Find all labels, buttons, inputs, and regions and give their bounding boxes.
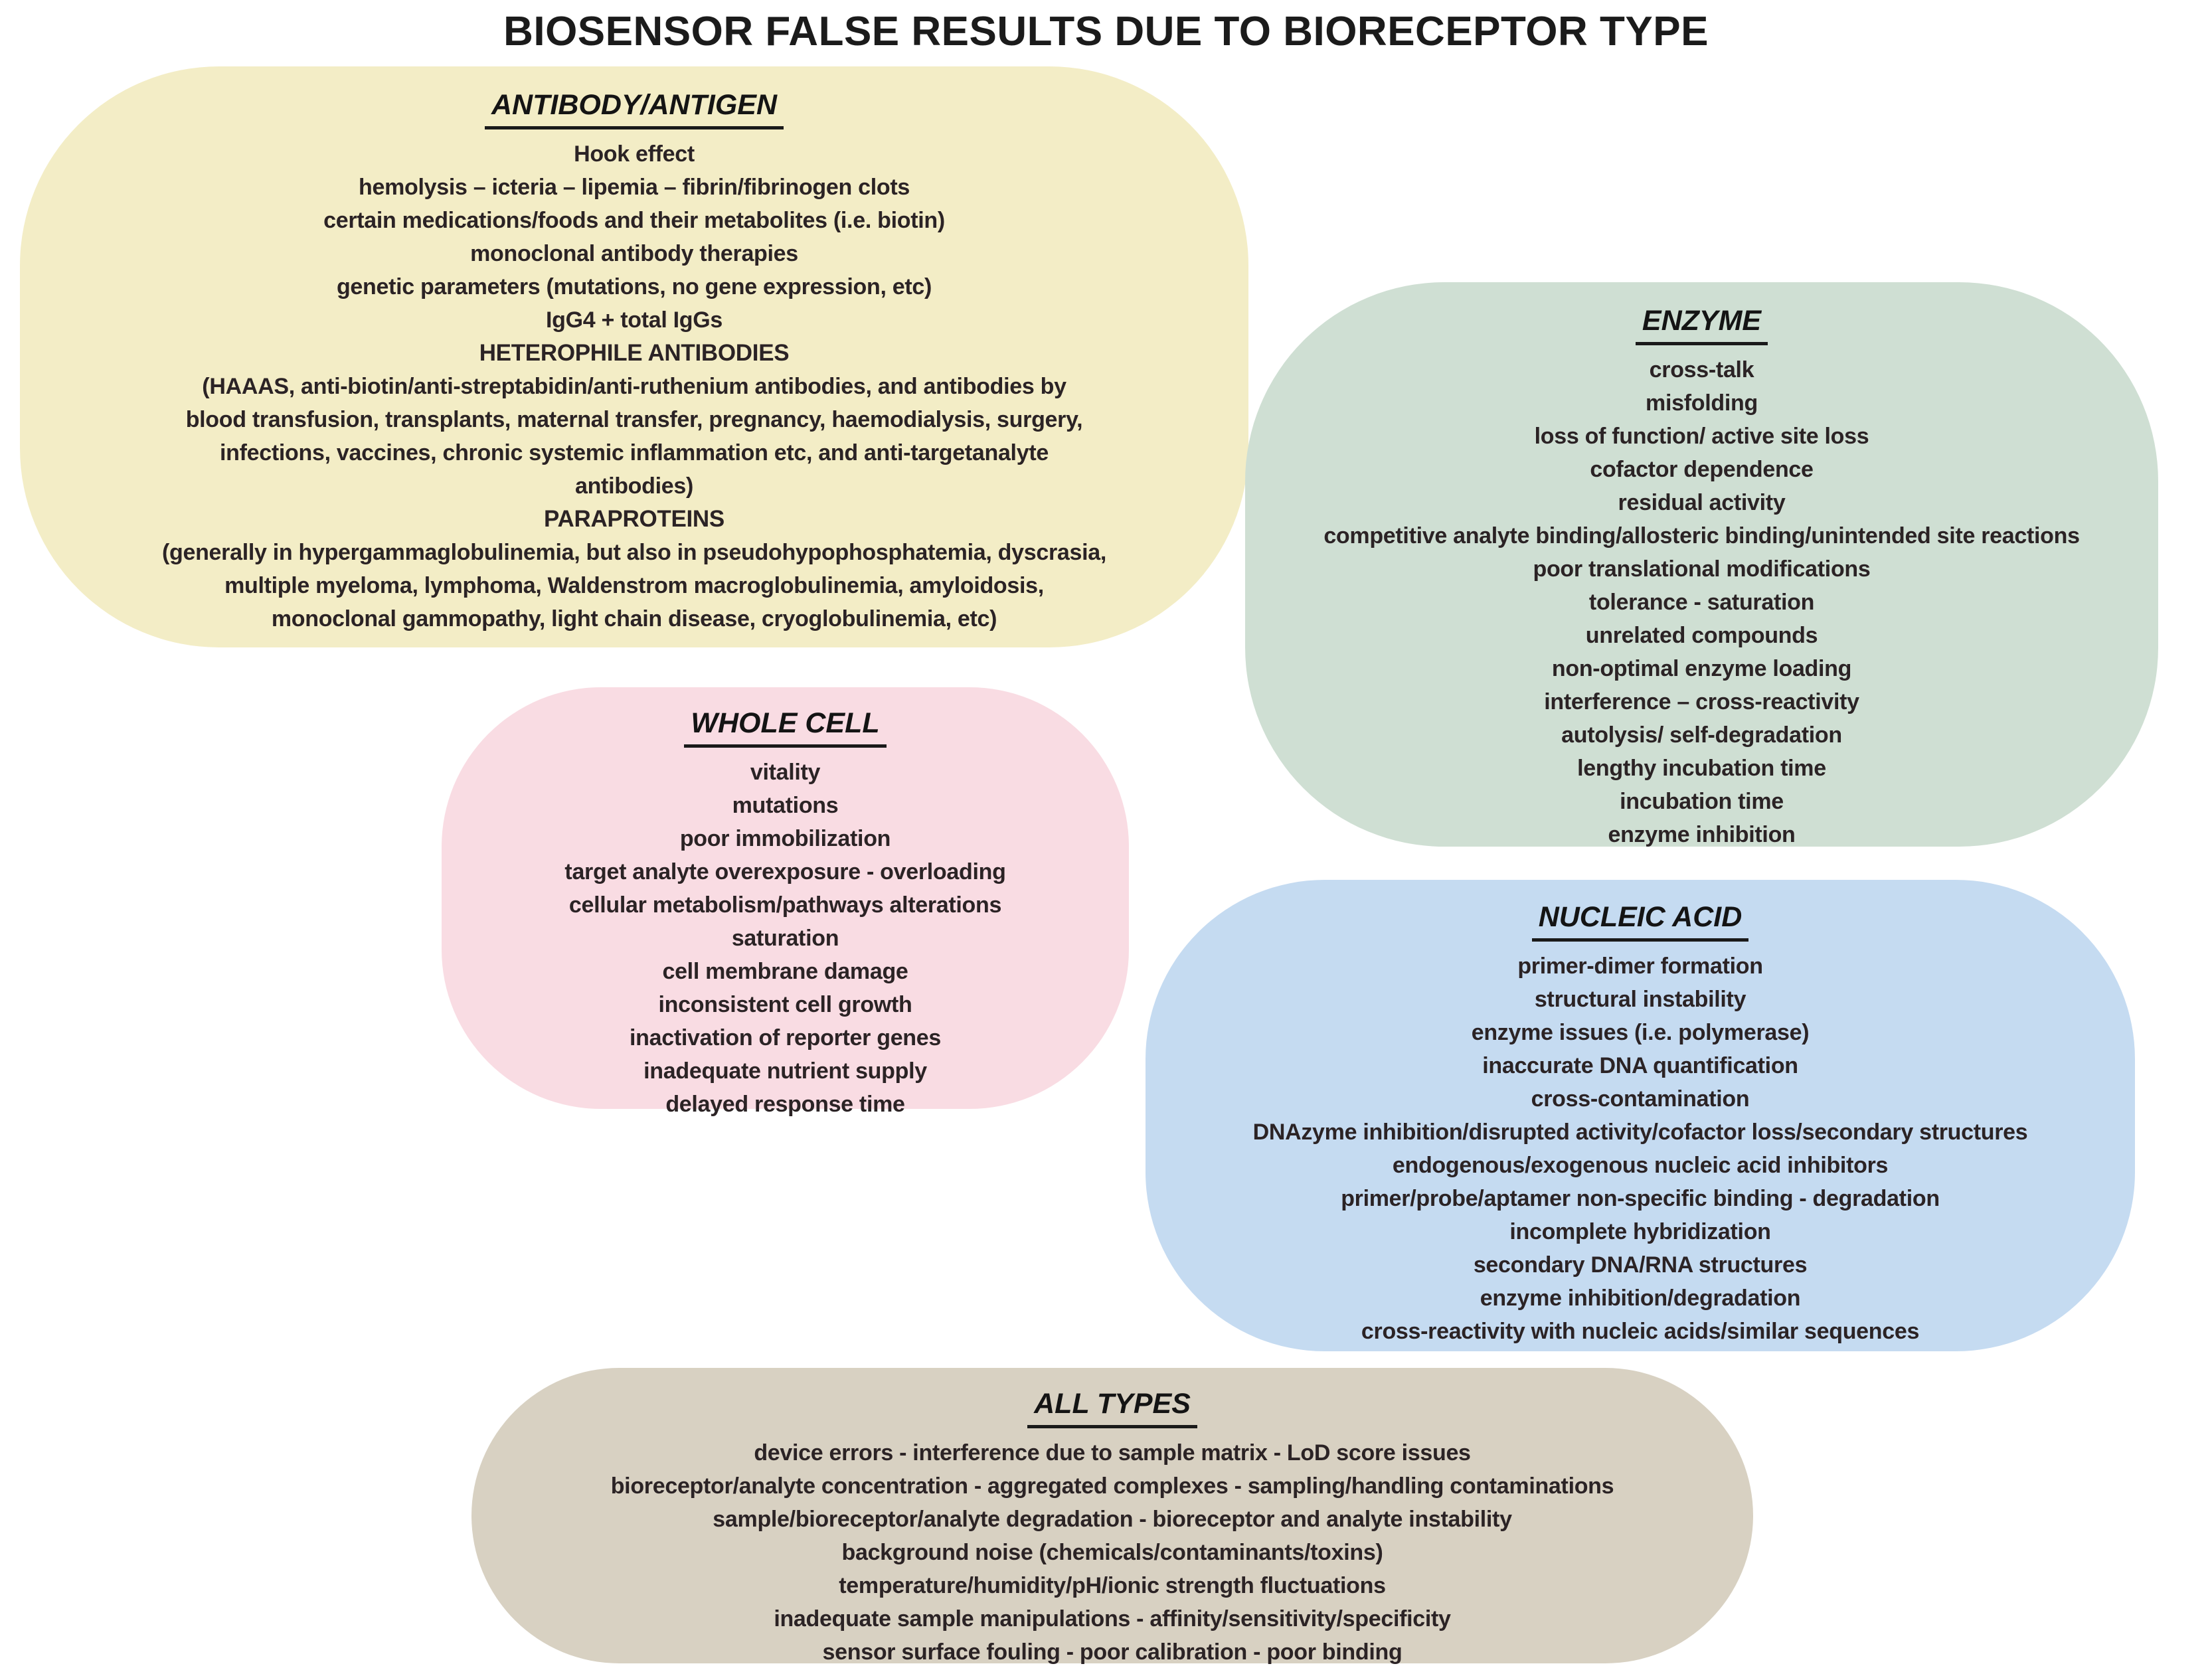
list-item: enzyme issues (i.e. polymerase) [1471, 1020, 1810, 1045]
list-item: enzyme inhibition/degradation [1480, 1286, 1801, 1311]
list-item: certain medications/foods and their metabolites (i.e. biotin) [323, 208, 945, 233]
list-item: autolysis/ self-degradation [1561, 722, 1842, 748]
list-item: DNAzyme inhibition/disrupted activity/cofactor loss/secondary structures [1252, 1120, 2028, 1145]
list-item: poor translational modifications [1533, 556, 1871, 582]
list-item: cellular metabolism/pathways alterations [568, 892, 1002, 918]
list-item: genetic parameters (mutations, no gene expression, etc) [336, 274, 932, 299]
all-types-box [471, 1368, 1753, 1663]
list-item: PARAPROTEINS [544, 506, 724, 532]
list-item: mutations [732, 793, 839, 818]
list-item: cross-contamination [1531, 1086, 1750, 1112]
list-item: cross-reactivity with nucleic acids/similar sequences [1361, 1319, 1920, 1344]
list-item: misfolding [1646, 390, 1758, 416]
whole-cell-box [442, 687, 1129, 1117]
list-item: multiple myeloma, lymphoma, Waldenstrom macroglobulinemia, amyloidosis, [224, 573, 1044, 598]
antibody-antigen-header: ANTIBODY/ANTIGEN [20, 89, 1248, 129]
list-item: monoclonal antibody therapies [470, 241, 798, 266]
list-item: tolerance - saturation [1588, 590, 1815, 615]
list-item: residual activity [1618, 490, 1786, 515]
list-item: competitive analyte binding/allosteric binding/unintended site reactions [1323, 523, 2080, 548]
list-item: saturation [731, 926, 839, 951]
list-item: primer-dimer formation [1517, 954, 1763, 979]
list-item: non-optimal enzyme loading [1551, 656, 1852, 681]
list-item: endogenous/exogenous nucleic acid inhibitors [1392, 1153, 1889, 1178]
antibody-antigen-list [20, 137, 1248, 635]
list-item: structural instability [1534, 987, 1746, 1012]
list-item: device errors - interference due to sample matrix - LoD score issues [754, 1440, 1471, 1465]
list-item: temperature/humidity/pH/ionic strength fluctuations [839, 1573, 1386, 1598]
list-item: cell membrane damage [662, 959, 908, 984]
list-item: HETEROPHILE ANTIBODIES [479, 340, 790, 366]
list-item: inconsistent cell growth [658, 992, 912, 1017]
list-item: incubation time [1620, 789, 1784, 814]
enzyme-list [1245, 353, 2158, 851]
nucleic-acid-list [1146, 950, 2135, 1348]
list-item: inaccurate DNA quantification [1482, 1053, 1798, 1078]
list-item: unrelated compounds [1585, 623, 1818, 648]
enzyme-header: ENZYME [1245, 305, 2158, 345]
list-item: hemolysis – icteria – lipemia – fibrin/fibrinogen clots [359, 175, 910, 200]
list-item: blood transfusion, transplants, maternal transfer, pregnancy, haemodialysis, surgery, [185, 407, 1083, 432]
enzyme-box [1245, 282, 2158, 847]
list-item: sample/bioreceptor/analyte degradation - bioreceptor and analyte instability [713, 1507, 1512, 1532]
nucleic-acid-box [1146, 880, 2135, 1351]
list-item: monoclonal gammopathy, light chain disease, cryoglobulinemia, etc) [271, 606, 997, 631]
nucleic-acid-header: NUCLEIC ACID [1146, 901, 2135, 942]
list-item: delayed response time [665, 1092, 905, 1117]
list-item: infections, vaccines, chronic systemic inflammation etc, and anti-targetanalyte [220, 440, 1049, 465]
list-item: incomplete hybridization [1509, 1219, 1771, 1244]
list-item: Hook effect [574, 141, 695, 167]
list-item: antibodies) [574, 473, 694, 499]
all-types-list [471, 1436, 1753, 1669]
list-item: bioreceptor/analyte concentration - aggregated complexes - sampling/handling contaminations [610, 1473, 1614, 1499]
list-item: inactivation of reporter genes [630, 1025, 941, 1050]
list-item: inadequate sample manipulations - affinity/sensitivity/specificity [774, 1606, 1451, 1632]
list-item: loss of function/ active site loss [1534, 424, 1869, 449]
whole-cell-list [442, 756, 1129, 1121]
all-types-header: ALL TYPES [471, 1388, 1753, 1428]
list-item: lengthy incubation time [1577, 756, 1826, 781]
list-item: interference – cross-reactivity [1544, 689, 1859, 714]
list-item: cross-talk [1649, 357, 1754, 382]
list-item: inadequate nutrient supply [643, 1058, 927, 1084]
list-item: IgG4 + total IgGs [545, 307, 723, 333]
list-item: vitality [750, 760, 821, 785]
page-title: BIOSENSOR FALSE RESULTS DUE TO BIORECEPTOR TYPE [503, 9, 1709, 54]
list-item: (generally in hypergammaglobulinemia, but also in pseudohypophosphatemia, dyscrasia, [161, 540, 1106, 565]
list-item: secondary DNA/RNA structures [1473, 1252, 1808, 1278]
list-item: sensor surface fouling - poor calibration - poor binding [822, 1639, 1403, 1665]
whole-cell-header: WHOLE CELL [442, 707, 1129, 748]
list-item: enzyme inhibition [1608, 822, 1796, 847]
list-item: cofactor dependence [1590, 457, 1814, 482]
list-item: target analyte overexposure - overloading [564, 859, 1006, 884]
list-item: poor immobilization [679, 826, 891, 851]
list-item: (HAAAS, anti-biotin/anti-streptabidin/anti-ruthenium antibodies, and antibodies by [202, 374, 1066, 399]
list-item: primer/probe/aptamer non-specific binding - degradation [1341, 1186, 1940, 1211]
list-item: background noise (chemicals/contaminants/toxins) [841, 1540, 1383, 1565]
antibody-antigen-box [20, 66, 1248, 647]
